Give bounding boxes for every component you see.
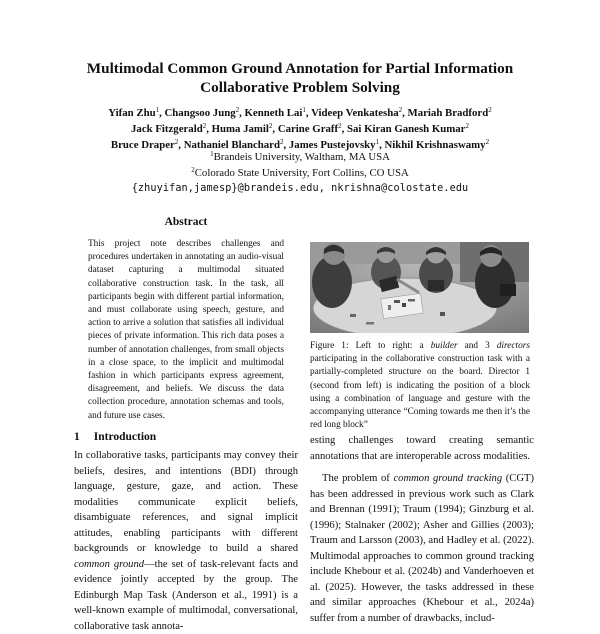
author-line-2: Jack Fitzgerald$^2$, Huma Jamil$^2$, Carine Graff$^2$, Sai Kiran Ganesh Kumar$^2$ [131, 122, 469, 136]
author-mark: 2 [235, 106, 240, 114]
figure-caption [310, 340, 530, 432]
author-mark: 1 [375, 138, 380, 147]
author-list [40, 105, 560, 154]
author-line-1: Yifan Zhu$^1$, Changsoo Jung$^2$, Kenneth Lai$^1$, Videep Venkatesha$^2$, Mariah Bradford$^2$ [108, 106, 492, 119]
author-name: Nikhil Krishnaswamy [384, 139, 486, 152]
author-mark: 2 [485, 138, 490, 147]
paper-title [40, 60, 560, 97]
author-name: Carine Graff [277, 123, 339, 136]
affiliation-2 [40, 166, 560, 182]
caption-emphasis: builder [430, 341, 458, 351]
body-text: The problem of [322, 473, 394, 484]
author-name: Mariah Bradford [407, 107, 489, 119]
author-mark: 2 [398, 106, 403, 114]
caption-emphasis: directors [496, 341, 530, 351]
section-number: 1 [74, 431, 80, 443]
body-text: In collaborative tasks, participants may convey their beliefs, desires, and intentions (BDI) through language, gesture, gaze, and action. These modalities communicate explicit beliefs, disambiguate references, and signal implicit attitudes, enabling participants with different backgrounds or knowledge to build a shared [74, 450, 298, 554]
abstract-body: This project note describes challenges and procedures undertaken in annotating an audio-visual dataset capturing a multimodal situated collaborative construction task. In the task, all participants begin with different partial information, and must collaborate using speech, gesture, and action to arrive a solution that satisfies all individual pieces of private information. This rich data poses a number of annotation challenges, from small objects in a close space, to the implicit and multimodal fashion in which participants express agreement, disagreement, and beliefs. We discuss the data collection procedure, annotation schemas and tools, and future use cases. [88, 239, 284, 421]
author-name: Jack Fitzgerald [131, 123, 203, 136]
author-name: James Pustejovsky [288, 139, 376, 152]
author-mark: 2 [279, 138, 284, 147]
author-name: Changsoo Jung [164, 107, 236, 119]
affiliation-text: Colorado State University, Fort Collins, CO USA [194, 166, 409, 179]
author-mark: 2 [268, 122, 273, 131]
figure-photo [310, 242, 529, 333]
body-emphasis: common ground tracking [393, 473, 503, 484]
affiliation-1 [40, 150, 560, 166]
author-name: Nathaniel Blanchard [183, 139, 280, 152]
author-mark: 2 [202, 122, 207, 131]
body-emphasis: common ground [74, 558, 145, 570]
author-name: Videep Venkatesha [311, 107, 399, 119]
author-name: Kenneth Lai [244, 107, 303, 119]
author-emails: {zhuyifan,jamesp}@brandeis.edu, nkrishna@colostate.edu [131, 183, 469, 194]
author-mark: 2 [338, 122, 342, 131]
author-mark: 2 [174, 138, 179, 147]
caption-label: Figure 1: [310, 341, 349, 351]
intro-paragraph [74, 448, 298, 634]
body-text: —the set of task-relevant facts and evidence jointly accepted by the group. The Edinburgh Map Task (Anderson et al., 1991) is a well-known example of multimodal, conversational, collaborative task annota- [74, 558, 298, 632]
left-column-body [74, 448, 298, 634]
caption-text: and 3 [457, 341, 497, 351]
author-mark: 1 [155, 106, 160, 114]
author-mark: 2 [488, 106, 492, 114]
body-paragraph: esting challenges toward creating semantic annotations that are interoperable across modalities. [310, 435, 534, 462]
affiliation-mark: 1 [210, 150, 214, 158]
affiliation-text: Brandeis University, Waltham, MA USA [213, 151, 390, 163]
collaborative-task-photo [310, 242, 529, 333]
section-heading [74, 431, 156, 443]
affiliations [40, 150, 560, 197]
author-name: Sai Kiran Ganesh Kumar [346, 123, 466, 136]
abstract-heading: Abstract [164, 216, 208, 228]
author-mark: 2 [465, 122, 469, 131]
author-mark: 1 [302, 106, 306, 114]
caption-text: participating in the collaborative construction task with a partially-completed structure on the board. Director 1 (second from left) is indicating the position of a block using a combination of language and gesture with the accompanying utterance “Coming towards me then it’s the red long block” [310, 354, 530, 431]
body-text: (CGT) has been addressed in previous work such as Clark and Brennan (1991); Traum (1994); Ginzburg et al. (1996); Stalnaker (2002); Asher and Gillies (2003); Traum and Larsson (2003), and Hadley et al. (2022). Multimodal approaches to common ground tracking include Khebour et al. (2024b) and Vanderhoeven et al. (2025). However, the tasks addressed in these and similar approaches (Khebour et al., 2024a) suffer from a number of drawbacks, includ- [310, 473, 534, 624]
author-name: Yifan Zhu [108, 107, 156, 119]
author-name: Huma Jamil [211, 123, 269, 136]
affiliation-mark: 2 [191, 165, 195, 174]
author-line-3: Bruce Draper$^2$, Nathaniel Blanchard$^2$, James Pustejovsky$^1$, Nikhil Krishnaswamy$^2$ [110, 138, 490, 152]
right-column-body [310, 433, 534, 626]
caption-text: Left to right: a [348, 341, 431, 351]
title-line-2: Collaborative Problem Solving [200, 78, 400, 96]
body-paragraph [310, 471, 534, 626]
title-line-1: Multimodal Common Ground Annotation for Partial Information [86, 60, 514, 77]
author-name: Bruce Draper [110, 139, 175, 152]
section-title: Introduction [93, 431, 157, 443]
